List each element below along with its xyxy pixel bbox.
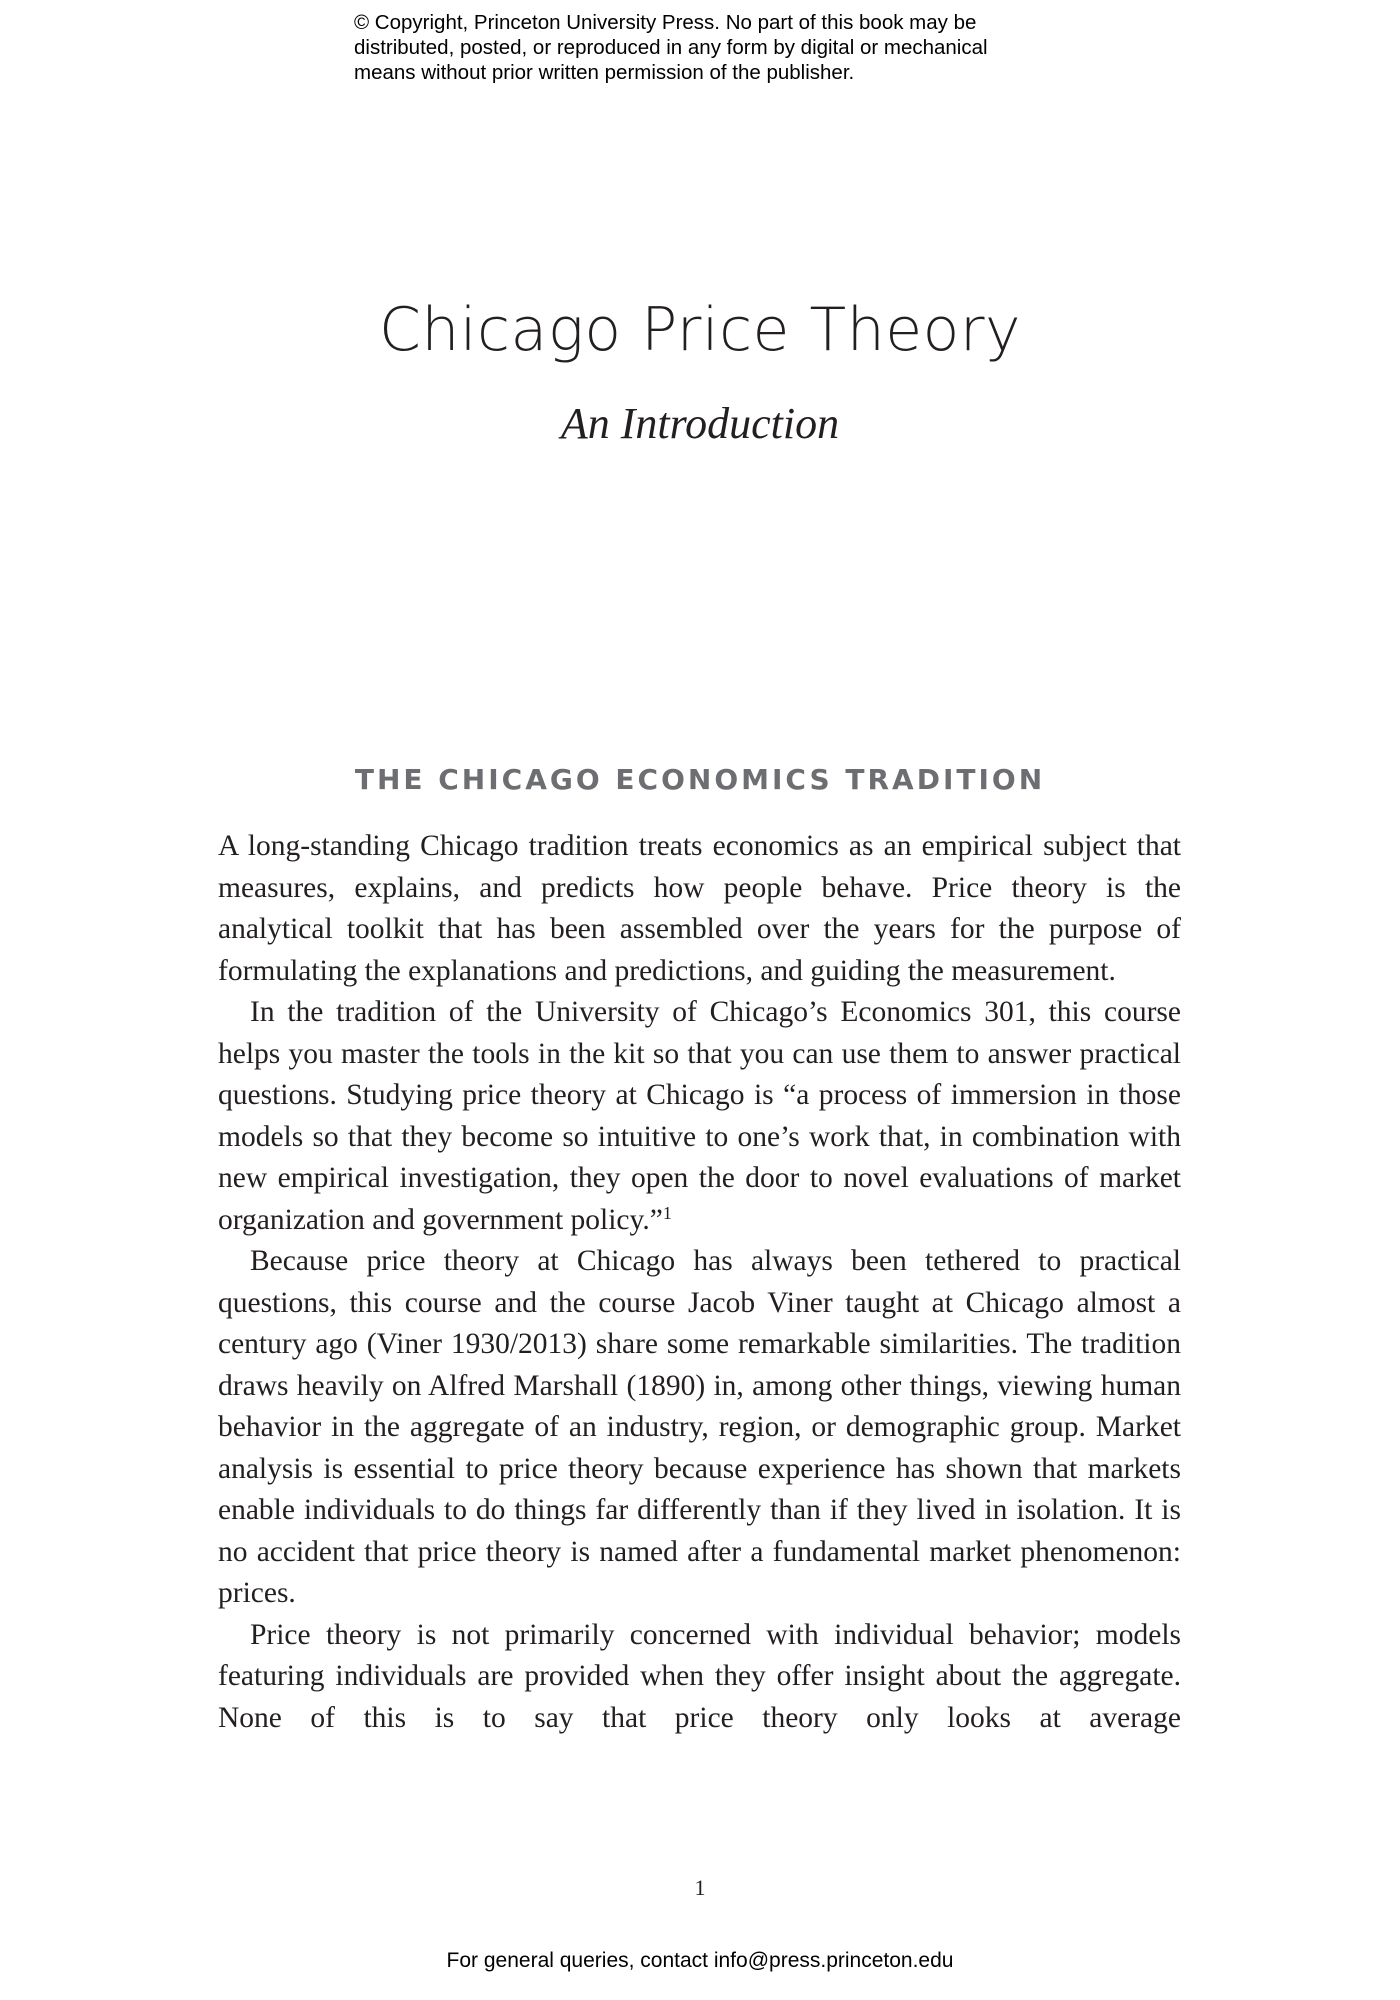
paragraph-1: A long-standing Chicago tradition treats economics as an empirical subject that measures, explains, and predicts how people behave. Price theory is the analytical toolkit that has been assembled over the years for the purpose of formulating the explanations and predictions, and guiding the measurement. xyxy=(218,830,1181,987)
paragraph-3: Because price theory at Chicago has always been tethered to practical questions, this course and the course Jacob Viner taught at Chicago almost a century ago (Viner 1930/2013) share some remarkable similarities. The tradition draws heavily on Alfred Marshall (1890) in, among other things, viewing human behavior in the aggregate of an industry, region, or demographic group. Market analysis is essential to price theory because experience has shown that markets enable individuals to do things far differently than if they lived in isolation. It is no accident that price theory is named after a fundamental market phenomenon: prices. xyxy=(218,1245,1181,1609)
footer-contact: For general queries, contact info@press.princeton.edu xyxy=(446,1949,954,1972)
page-number: 1 xyxy=(694,1875,706,1900)
section-heading: THE CHICAGO ECONOMICS TRADITION xyxy=(354,763,1046,796)
paragraph-4: Price theory is not primarily concerned with individual behavior; models featuring individuals are provided when they offer insight about the aggregate. None of this is to say that price theory only looks at average xyxy=(218,1618,1181,1734)
copyright-notice: © Copyright, Princeton University Press. No part of this book may be distributed, posted, or reproduced in any form by digital or mechanical means without prior written permission of the publisher. xyxy=(354,11,988,84)
chapter-subtitle: An Introduction xyxy=(560,399,840,448)
paragraph-2-text: In the tradition of the University of Chicago’s Economics 301, this course helps you master the tools in the kit so that you can use them to answer practical questions. Studying price theory at Chicago is “a process of immersion in those models so that they become so intuitive to one’s work that, in combination with new empirical investigation, they open the door to novel evaluations of market organization and government policy.” xyxy=(218,996,1181,1236)
body-text xyxy=(218,826,1181,1739)
paragraph-2 xyxy=(218,992,1181,1241)
chapter-title: Chicago Price Theory xyxy=(378,295,1022,365)
footnote-marker[interactable]: 1 xyxy=(662,1202,672,1223)
